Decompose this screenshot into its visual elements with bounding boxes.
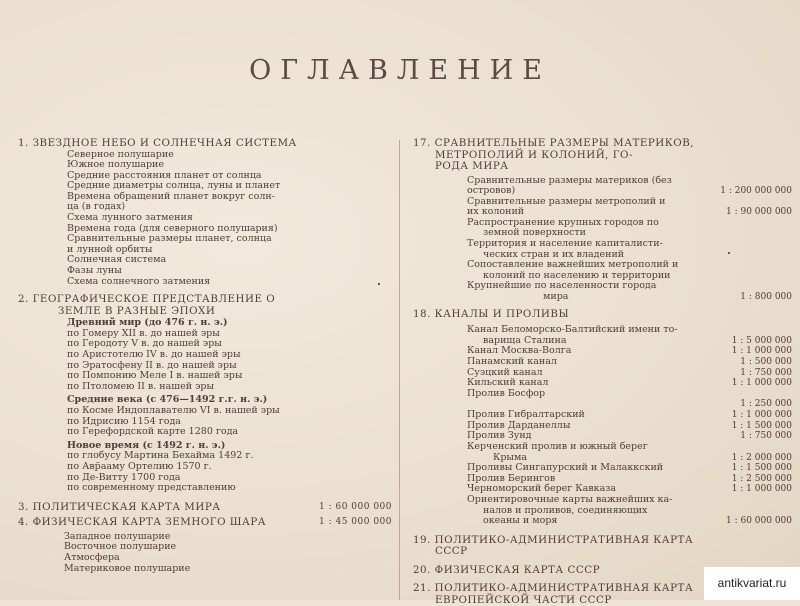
page-title: ОГЛАВЛЕНИЕ [249,55,551,86]
toc-item: Времена обращений планет вокруг солн- [67,190,275,202]
toc-item-continued: их колоний [467,206,525,218]
toc-item: Средние диаметры солнца, луны и планет [67,180,281,192]
toc-item-continued: и лунной орбиты [67,243,153,255]
map-scale: 1 : 1 000 000 [731,484,792,495]
toc-item: по Птоломею II в. нашей эры [67,380,215,392]
section-number: 1. [18,137,29,149]
map-scale: 1 : 5 000 000 [731,335,792,346]
toc-item: Канал Беломорско-Балтийский имени то- [467,324,678,336]
map-scale: 1 : 800 000 [740,292,792,303]
toc-item: по Аристотелю IV в. до нашей эры [67,349,241,360]
map-scale: 1 : 60 000 000 [725,516,792,527]
toc-item: Схема лунного затмения [67,212,193,224]
section-number: 3. [18,500,29,513]
section-title-continued: ЕВРОПЕЙСКОЙ ЧАСТИ СССР [435,593,612,606]
toc-item: Пролив Гибралтарский [467,409,585,421]
toc-item: Распространение крупных городов по [467,216,659,228]
toc-item: Времена года (для северного полушария) [67,222,278,234]
toc-item-continued: островов) [467,185,516,197]
section-title: ФИЗИЧЕСКАЯ КАРТА ЗЕМНОГО ШАРА [32,516,267,529]
toc-item: Схема солнечного затмения [67,275,211,287]
map-scale: 1 : 60 000 000 [318,501,392,512]
map-scale: 1 : 1 500 000 [731,463,792,474]
toc-item: по современному представлению [67,482,236,494]
toc-item: Сравнительные размеры метрополий и [467,195,666,207]
section-number: 19. [413,533,431,546]
toc-item: по Косме Индоплавателю VI в. нашей эры [67,404,280,416]
section-number: 17. [413,137,431,149]
toc-item: Восточное полушарие [64,541,177,553]
section-title-continued: ЗЕМЛЕ В РАЗНЫЕ ЭПОХИ [58,304,216,317]
watermark-label: antikvariat.ru [704,567,800,600]
map-scale: 1 : 1 000 000 [731,410,792,421]
right-column [413,138,798,606]
toc-item: Проливы Сингапурский и Малаккский [467,462,664,474]
section-title-continued: МЕТРОПОЛИЙ И КОЛОНИЙ, ГО- [435,148,633,161]
toc-item-continued: Крыма [493,451,528,463]
map-scale: 1 : 90 000 000 [725,207,792,218]
toc-item: по Идрисию 1154 года [67,415,181,427]
column-divider [399,140,400,600]
section-title: ФИЗИЧЕСКАЯ КАРТА СССР [434,563,601,576]
ink-speck [728,252,730,254]
left-column [18,138,398,574]
toc-item-continued: варища Сталина [483,334,567,346]
toc-item: Кильский канал [467,377,549,389]
toc-item: по Геродоту V в. до нашей эры [67,338,222,350]
toc-item: Панамский канал [467,355,557,367]
map-scale: 1 : 250 000 [740,399,792,410]
toc-item: по Авр̈ааму Ортелию 1570 г. [67,460,212,472]
toc-item-continued: океаны и моря [483,515,558,527]
map-scale: 1 : 2 500 000 [731,473,792,484]
toc-item-continued: колоний по населению и территории [483,269,671,281]
section-number: 2. [18,293,29,306]
map-scale: 1 : 2 000 000 [731,452,792,463]
era-heading: Новое время (с 1492 г. н. э.) [67,439,226,451]
toc-item: Средние расстояния планет от солнца [67,169,262,181]
toc-item: Атмосфера [64,551,120,563]
era-heading: Средние века (с 476—1492 г.г. н. э.) [67,394,268,406]
toc-item-continued: ческих стран и их владений [483,248,625,260]
toc-item: Территория и население капиталисти- [467,238,663,250]
toc-item: Материковое полушарие [64,562,191,574]
toc-item: Крупнейшие по населенности города [467,280,657,292]
toc-item: Пролив Берингов [467,472,556,484]
map-scale: 1 : 1 000 000 [731,346,792,357]
map-scale: 1 : 1 500 000 [731,420,792,431]
toc-item: Ориентировочные карты важнейших ка- [467,494,673,506]
toc-section[interactable] [18,517,398,574]
toc-section[interactable] [413,535,798,558]
section-number: 18. [413,307,431,320]
toc-item: по Эратосфену II в. до нашей эры [67,359,237,371]
toc-item: по глобусу Мартина Бехайма 1492 г. [67,450,254,462]
toc-item: Фазы луны [67,265,122,277]
toc-section[interactable] [18,138,398,287]
section-title-continued: СССР [435,545,468,558]
section-title: ПОЛИТИКО-АДМИНИСТРАТИВНАЯ КАРТА [434,582,694,595]
section-number: 4. [18,516,29,529]
section-title: СРАВНИТЕЛЬНЫЕ РАЗМЕРЫ МАТЕРИКОВ, [434,137,695,149]
toc-item: Солнечная система [67,254,167,266]
toc-item: Черноморский берег Кавказа [467,483,617,495]
map-scale: 1 : 500 000 [740,356,792,367]
toc-item: по Помпонию Меле I в. нашей эры [67,370,243,382]
toc-item: Пролив Босфор [467,387,546,399]
toc-item: Южное полушарие [67,159,164,171]
section-title-continued: РОДА МИРА [435,160,509,172]
section-title: ЗВЕЗДНОЕ НЕБО И СОЛНЕЧНАЯ СИСТЕМА [32,137,297,149]
toc-item: Суэцкий канал [467,366,543,378]
section-title: КАНАЛЫ И ПРОЛИВЫ [434,307,570,320]
toc-item-continued: мира [543,291,569,303]
toc-item: Северное полушарие [67,148,174,160]
section-title: ПОЛИТИЧЕСКАЯ КАРТА МИРА [32,500,221,513]
toc-item: Сравнительные размеры материков (без [467,174,672,186]
toc-item: Сравнительные размеры планет, солнца [67,233,272,245]
toc-item: Керченский пролив и южный берег [467,441,648,453]
map-scale: 1 : 750 000 [740,367,792,378]
toc-item: Западное полушарие [64,530,171,542]
toc-item: Сопоставление важнейших метрополий и [467,259,679,271]
toc-item: Пролив Дарданеллы [467,419,571,431]
toc-section[interactable] [413,138,798,303]
toc-item: по Герефордской карте 1280 года [67,426,239,438]
section-title: ГЕОГРАФИЧЕСКОЕ ПРЕДСТАВЛЕНИЕ О [32,293,276,306]
toc-section[interactable] [413,309,798,527]
toc-item: по Де-Витту 1700 года [67,471,181,483]
map-scale: 1 : 200 000 000 [720,186,792,197]
toc-item-continued: земной поверхности [483,227,587,239]
section-title: ПОЛИТИКО-АДМИНИСТРАТИВНАЯ КАРТА [434,533,694,546]
era-heading: Древний мир (до 476 г. н. э.) [67,317,228,329]
toc-item-continued: налов и проливов, соединяющих [483,504,648,516]
map-scale: 1 : 45 000 000 [318,517,392,528]
toc-section[interactable] [18,294,398,494]
section-number: 20. [413,563,431,576]
toc-item: Пролив Зунд [467,430,532,442]
toc-item: по Гомеру XII в. до нашей эры [67,327,220,339]
ink-speck [378,283,380,285]
map-scale: 1 : 1 000 000 [731,378,792,389]
section-number: 21. [413,582,431,595]
toc-item-continued: ца (в годах) [67,201,126,213]
map-scale: 1 : 750 000 [740,431,792,442]
toc-item: Канал Москва-Волга [467,345,572,357]
toc-section[interactable] [18,502,398,514]
